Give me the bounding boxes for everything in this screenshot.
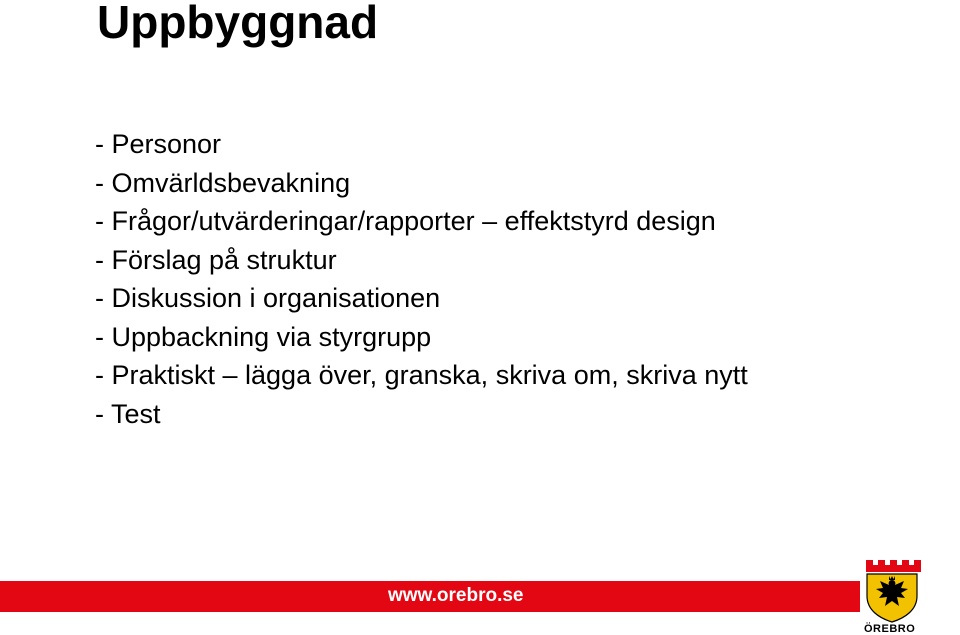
bullet-item: - Frågor/utvärderingar/rapporter – effektstyrd design (95, 206, 716, 236)
logo-text: ÖREBRO (864, 623, 916, 635)
footer-url-link[interactable]: www.orebro.se (388, 585, 524, 606)
bullet-item: - Omvärldsbevakning (95, 167, 351, 198)
slide-title: Uppbyggnad (97, 0, 379, 48)
bullet-item: - Personor (95, 129, 222, 159)
bullet-item: - Test (95, 398, 161, 429)
bullet-item: - Förslag på struktur (95, 244, 337, 275)
bullet-item: - Diskussion i organisationen (95, 283, 441, 313)
orebro-coat-of-arms-icon (862, 558, 922, 624)
bullet-list (95, 125, 748, 433)
bullet-item: - Praktiskt – lägga över, granska, skriva om, skriva nytt (95, 360, 748, 390)
bullet-item: - Uppbackning via styrgrupp (95, 321, 432, 352)
